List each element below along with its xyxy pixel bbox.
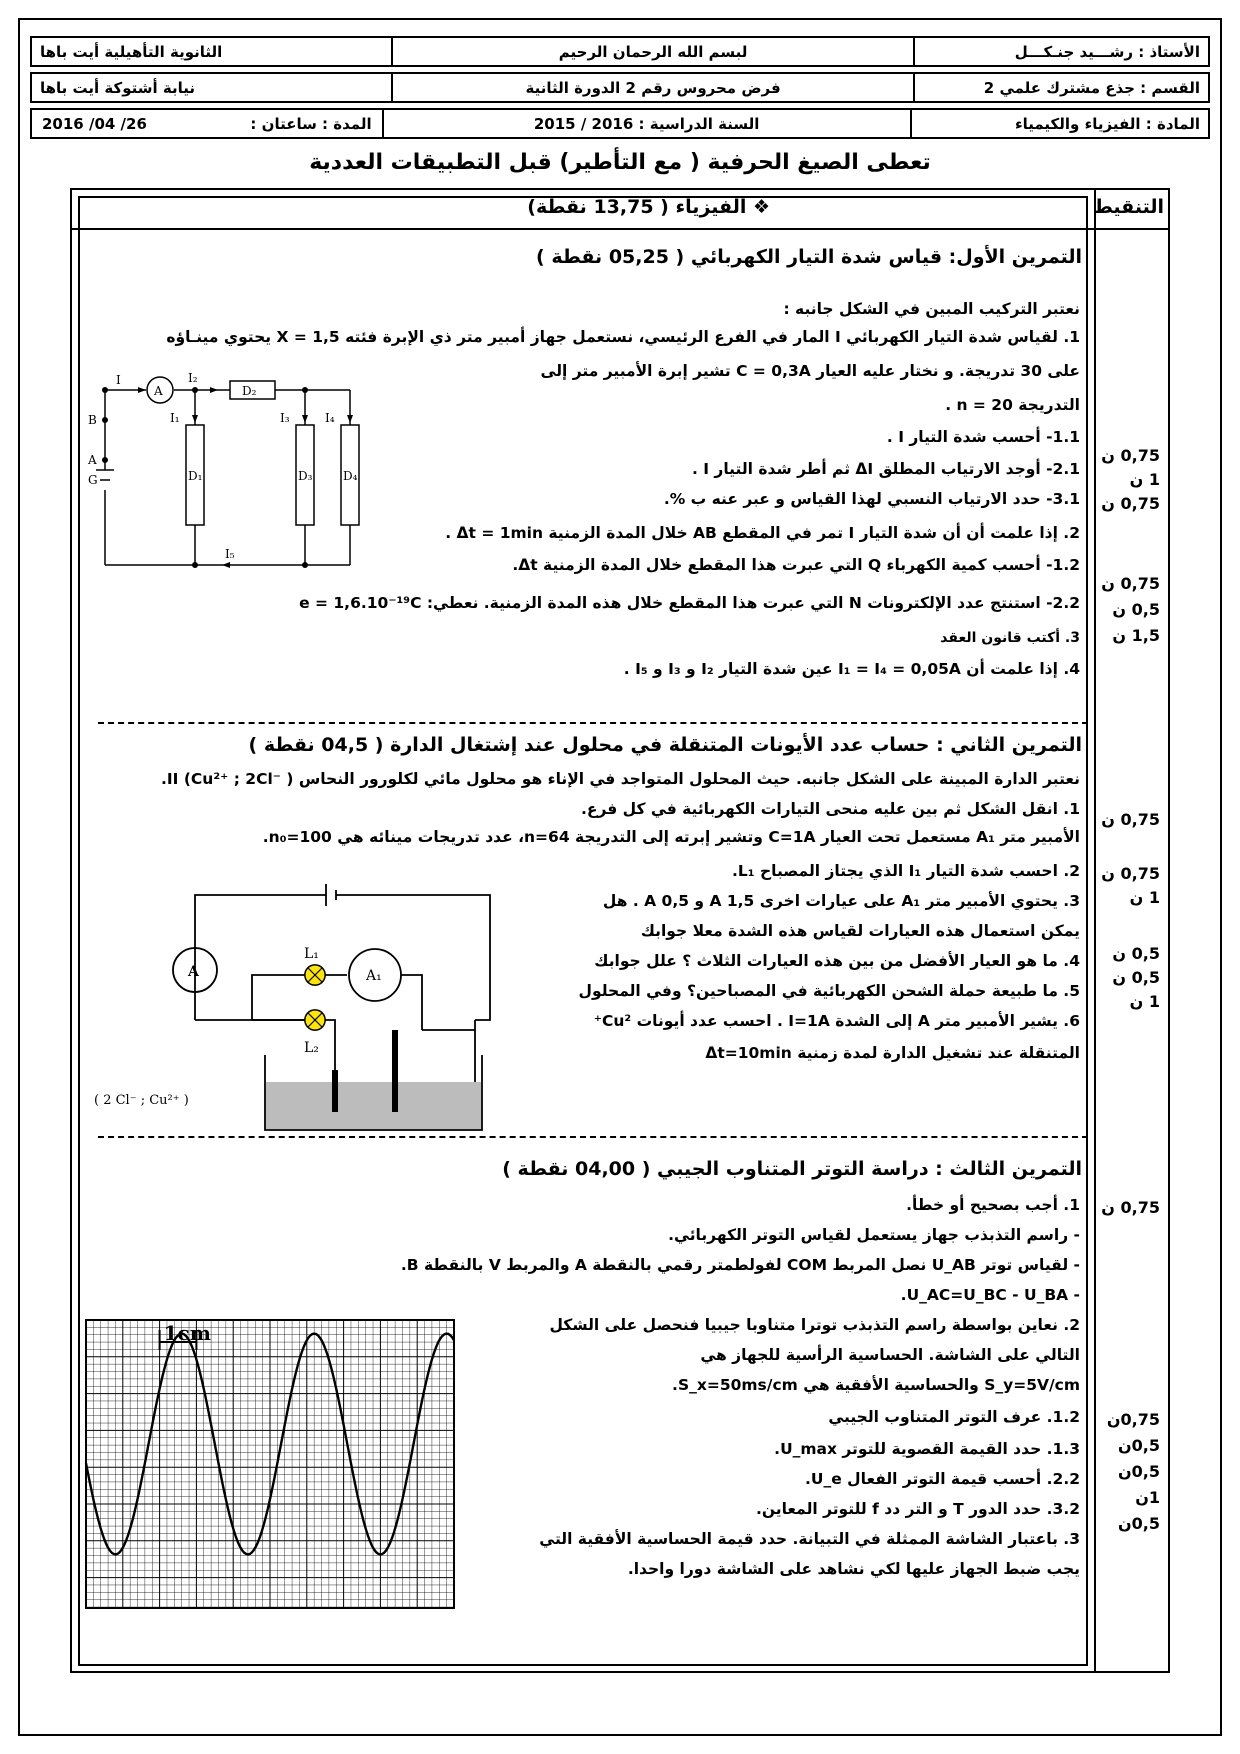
header-table: [30, 36, 1210, 67]
circuit-label: I₃: [280, 411, 290, 425]
exam-date: 26/ 04/ 2016: [42, 114, 147, 133]
ex3-line: التالي على الشاشة. الحساسية الرأسية للجهاز هي: [700, 1346, 1080, 1364]
ex3-line: 1.2. عرف التوتر المتناوب الجيبي: [828, 1408, 1080, 1426]
circuit-label: I₂: [188, 371, 198, 385]
circuit-label: I: [116, 373, 121, 387]
score: 1 ن: [1129, 470, 1160, 489]
ex3-line: S_y=5V/cm والحساسية الأفقية هي S_x=50ms/cm.: [672, 1376, 1080, 1394]
header-table-3: [30, 108, 1210, 139]
school-name: الثانوية التأهيلية أيت باها: [31, 37, 392, 66]
ex3-line: 1. أجب بصحيح أو خطأ.: [906, 1196, 1080, 1214]
subject: المادة : الفيزياء والكيمياء: [911, 109, 1209, 138]
ex2-line: 3. يحتوي الأمبير متر A₁ على عيارات اخرى 1,5 A و 0,5 A . هل: [602, 892, 1080, 910]
score: 0,75 ن: [1101, 574, 1160, 593]
greeting: لبسم الله الرحمان الرحيم: [392, 37, 914, 66]
ex2-line: يمكن استعمال هذه العيارات لقياس هذه الشدة معلا جوابك: [640, 922, 1080, 940]
scale-label: 1cm: [163, 1321, 211, 1345]
circuit-label: D₁: [188, 469, 203, 483]
class-level: القسم : جذع مشترك علمي 2: [914, 73, 1209, 102]
score: 1,5 ن: [1112, 626, 1160, 645]
ex1-line: على 30 تدريجة. و نختار عليه العيار C = 0,3A تشير إبرة الأمبير متر إلى: [540, 362, 1080, 380]
score: 0,75 ن: [1101, 864, 1160, 883]
circuit-label: B: [88, 413, 97, 427]
section-title: ❖ الفيزياء ( 13,75 نقطة): [527, 196, 770, 218]
score: 0,75 ن: [1101, 446, 1160, 465]
circuit-label: D₄: [343, 469, 358, 483]
header-table-2: [30, 72, 1210, 103]
ex1-line: 3.1- حدد الارتياب النسبي لهذا القياس و عبر عنه ب %.: [663, 490, 1080, 508]
score: 0,5ن: [1118, 1514, 1160, 1533]
score: 0,5 ن: [1112, 944, 1160, 963]
circuit-label: L₂: [304, 1040, 319, 1056]
ex3-line: - لقياس توتر U_AB نصل المربط COM لفولطمتر رقمي بالنقطة A والمربط V بالنقطة B.: [400, 1256, 1080, 1274]
score: 1 ن: [1129, 888, 1160, 907]
exam-title: فرض محروس رقم 2 الدورة الثانية: [392, 73, 914, 102]
score: 0,5 ن: [1112, 968, 1160, 987]
ex3-line: - U_AC=U_BC - U_BA.: [900, 1286, 1080, 1304]
ex1-line: 2. إذا علمت أن أن شدة التيار I تمر في المقطع AB خلال المدة الزمنية Δt = 1min .: [445, 524, 1080, 542]
circuit-label: I₄: [325, 411, 335, 425]
circuit-label: A: [154, 384, 163, 398]
score: 0,75 ن: [1101, 494, 1160, 513]
ex3-line: 3.2. حدد الدور T و التر دد f للتوتر المعاين.: [755, 1500, 1080, 1518]
teacher-name: الأستاذ : رشـــيد جنـكـــل: [914, 37, 1209, 66]
ex2-line: المتنقلة عند تشغيل الدارة لمدة زمنية Δt=10min: [705, 1044, 1080, 1062]
ex1-line: 1. لقياس شدة التيار الكهربائي I المار في الفرع الرئيسي، نستعمل جهاز أمبير متر ذي الإبرة فئته X = 1,5 يحتوي مينـاؤه: [166, 328, 1080, 346]
circuit-label: A: [188, 964, 199, 980]
score: 1ن: [1135, 1488, 1160, 1507]
circuit-label: ( 2 Cl⁻ ; Cu²⁺ ): [94, 1093, 189, 1108]
subtitle: تعطى الصيغ الحرفية ( مع التأطير) قبل التطبيقات العددية: [309, 150, 931, 175]
ex2-title: التمرين الثاني : حساب عدد الأيونات المتنقلة في محلول عند إشتغال الدارة ( 04,5 نقطة ): [248, 734, 1082, 756]
ex1-line: 1.2- أحسب كمية الكهرباء Q التي عبرت هذا المقطع خلال المدة الزمنية Δt.: [512, 556, 1080, 574]
score: 0,75ن: [1106, 1410, 1160, 1429]
separator: [98, 1136, 1088, 1138]
circuit-label: I₁: [170, 411, 180, 425]
circuit-label: I₅: [225, 547, 235, 561]
school-year: السنة الدراسية : 2016 / 2015: [383, 109, 911, 138]
ex3-line: يجب ضبط الجهاز عليها لكي نشاهد على الشاشة دورا واحدا.: [627, 1560, 1080, 1578]
ex2-line: 5. ما طبيعة حملة الشحن الكهربائية في المصباحين؟ وفي المحلول: [578, 982, 1080, 1000]
score: 0,5ن: [1118, 1462, 1160, 1481]
circuit-label: A: [88, 453, 97, 467]
oscilloscope-screen: [84, 1318, 456, 1610]
ex3-line: - راسم التذبذب جهاز يستعمل لقياس التوتر الكهربائي.: [668, 1226, 1080, 1244]
ex1-line: 3. أكتب قانون العقد: [940, 630, 1080, 646]
ex3-line: 1.3. حدد القيمة القصوية للتوتر U_max.: [774, 1440, 1080, 1458]
score: 0,75 ن: [1101, 810, 1160, 829]
ex3-line: 2. نعاين بواسطة راسم التذبذب توترا متناوبا جيبيا فنحصل على الشكل: [549, 1316, 1080, 1334]
circuit-1-diagram: [90, 370, 390, 570]
ex1-line: 4. إذا علمت أن I₁ = I₄ = 0,05A عين شدة التيار I₂ و I₃ و I₅ .: [623, 660, 1080, 678]
ex1-line: 2.1- أوجد الارتياب المطلق ΔI ثم أطر شدة التيار I .: [691, 460, 1080, 478]
duration: المدة : ساعتان :: [250, 114, 372, 133]
score: 1 ن: [1129, 992, 1160, 1011]
score: 0,75 ن: [1101, 1198, 1160, 1217]
ex1-line: التدريجة n = 20 .: [945, 396, 1080, 414]
separator: [98, 722, 1088, 724]
circuit-label: D₂: [242, 384, 257, 398]
ex1-title: التمرين الأول: قياس شدة التيار الكهربائي ( 05,25 نقطة ): [536, 246, 1082, 268]
circuit-label: L₁: [304, 946, 319, 962]
circuit-label: G: [88, 473, 98, 487]
score: 0,5 ن: [1112, 600, 1160, 619]
directorate: نيابة أشتوكة أيت باها: [31, 73, 392, 102]
circuit-2-diagram: [90, 880, 520, 1130]
ex1-line: 1.1- أحسب شدة التيار I .: [886, 428, 1080, 446]
ex3-line: 2.2. أحسب قيمة التوتر الفعال U_e.: [805, 1470, 1080, 1488]
ex1-line: 2.2- استنتج عدد الإلكترونات N التي عبرت هذا المقطع خلال هذه المدة الزمنية. نعطي: e = 1,6.10⁻¹⁹C: [299, 594, 1080, 612]
score: 0,5ن: [1118, 1436, 1160, 1455]
ex2-line: 6. يشير الأمبير متر A إلى الشدة I=1A . احسب عدد أيونات Cu²⁺: [593, 1012, 1080, 1030]
ex2-line: نعتبر الدارة المبينة على الشكل جانبه. حيث المحلول المتواجد في الإناء هو محلول مائي لكلورور النحاس II (Cu²⁺ ; 2Cl⁻ ).: [161, 770, 1080, 788]
ex2-line: 2. احسب شدة التيار I₁ الذي يجتاز المصباح L₁.: [732, 862, 1080, 880]
circuit-label: A₁: [366, 968, 382, 984]
ex2-line: 1. انقل الشكل ثم بين عليه منحى التيارات الكهربائية في كل فرع.: [581, 800, 1080, 818]
circuit-label: D₃: [298, 469, 313, 483]
ex3-title: التمرين الثالث : دراسة التوتر المتناوب الجيبي ( 04,00 نقطة ): [502, 1158, 1082, 1180]
ex1-line: نعتبر التركيب المبين في الشكل جانبه :: [783, 300, 1080, 318]
ex3-line: 3. باعتبار الشاشة الممثلة في التبيانة. حدد قيمة الحساسية الأفقية التي: [539, 1530, 1080, 1548]
score-header: التنقيط: [1093, 196, 1164, 218]
ex2-line: 4. ما هو العيار الأفضل من بين هذه العيارات الثلاث ؟ علل جوابك: [594, 952, 1080, 970]
ex2-line: الأمبير متر A₁ مستعمل تحت العيار C=1A وتشير إبرته إلى التدريجة n=64، عدد تدريجات مينائه هي n₀=100.: [262, 828, 1080, 846]
